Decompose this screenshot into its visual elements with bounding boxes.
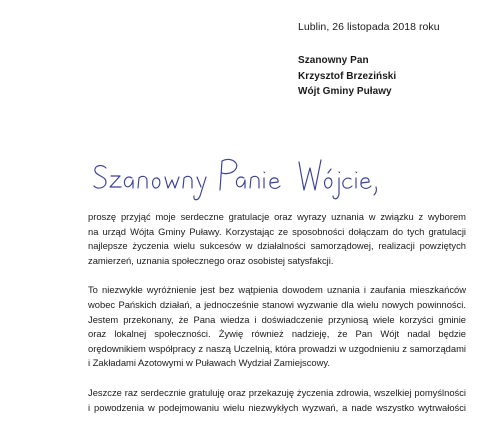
addressee-title: Szanowny Pan <box>298 55 369 66</box>
paragraph-line: i powodzenia w podejmowaniu wielu niezwykłych wyzwań, a nade wszystko wytrwałości <box>88 401 466 413</box>
paragraph-line: orędownikiem współpracy z naszą Uczelnią, która prowadzi w uzgodnieniu z samorządami <box>88 342 466 354</box>
paragraph-line: zamierzeń, uznania społecznego oraz osobistej satysfakcji. <box>88 254 334 266</box>
addressee-position: Wójt Gminy Puławy <box>298 86 392 97</box>
paragraph-line: oraz lokalnej społeczności. Żywię również nadzieję, że Pan Wójt nadal będzie <box>88 328 466 340</box>
paragraph-3 <box>88 386 466 415</box>
addressee-name: Krzysztof Brzeziński <box>298 70 397 82</box>
paragraph-line: To niezwykłe wyróżnienie jest bez wątpienia dowodem uznania i zaufania mieszkańców <box>88 284 466 296</box>
paragraph-line: wobec Pańskich działań, a jednocześnie stanowi wyzwanie dla wielu nowych powinności. <box>88 298 466 310</box>
paragraph-line: i Zakładami Azotowymi w Puławach Wydział Zamiejscowy. <box>88 357 330 369</box>
handwritten-salutation <box>92 146 382 206</box>
letter-date: Lublin, 26 listopada 2018 roku <box>298 21 440 33</box>
paragraph-line: na urząd Wójta Gminy Puławy. Korzystając ze sposobności dołączam do tych gratulacji <box>88 225 466 237</box>
paragraph-line: Jeszcze raz serdecznie gratuluję oraz przekazuję życzenia zdrowia, wszelkiej pomyślności <box>88 386 466 398</box>
paragraph-line: najlepsze życzenia wielu sukcesów w działalności samorządowej, realizacji powziętych <box>88 240 466 252</box>
addressee-block <box>298 53 396 100</box>
paragraph-2 <box>88 283 466 371</box>
paragraph-1 <box>88 210 466 268</box>
paragraph-line: proszę przyjąć moje serdeczne gratulacje oraz wyrazy uznania w związku z wyborem <box>88 211 466 222</box>
handwritten-salutation-image <box>92 146 382 206</box>
letter-body <box>88 210 466 430</box>
paragraph-line: Jestem przekonany, że Pana wiedza i doświadczenie przyniosą wiele korzyści gminie <box>88 313 466 325</box>
